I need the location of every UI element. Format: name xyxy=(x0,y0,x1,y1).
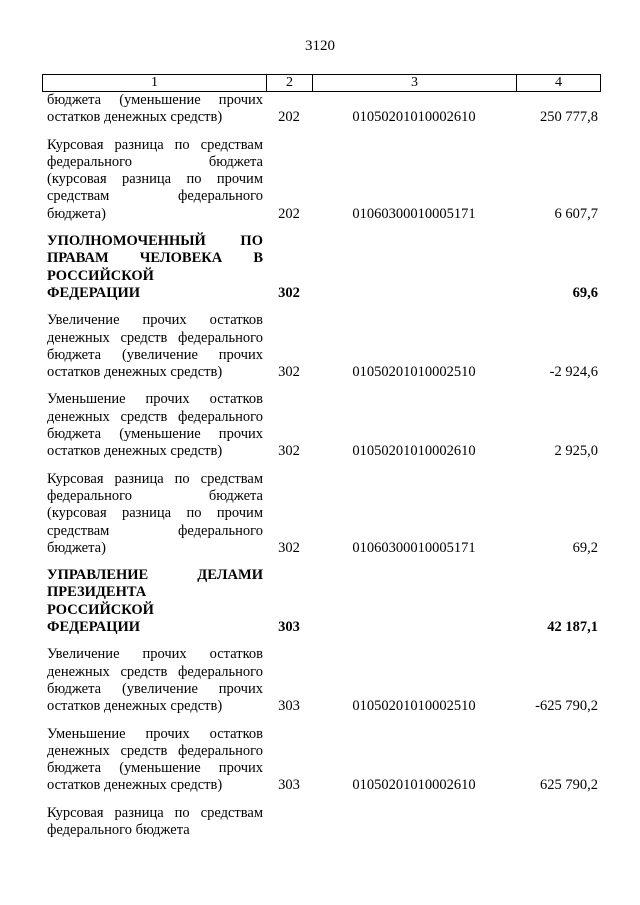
description-line: ФЕДЕРАЦИИ xyxy=(47,619,141,636)
description-line: Увеличение прочих остатков xyxy=(47,312,263,329)
admin-code: 303 xyxy=(278,777,300,794)
description-line: бюджета (увеличение прочих xyxy=(47,346,263,363)
description-line: (курсовая разница по прочим xyxy=(47,505,263,522)
admin-code: 302 xyxy=(278,284,300,301)
description-line: (курсовая разница по прочим xyxy=(47,171,263,188)
row-description xyxy=(42,391,263,460)
description-line: Курсовая разница по средствам xyxy=(47,136,263,153)
amount: 625 790,2 xyxy=(540,777,598,794)
description-line: Увеличение прочих остатков xyxy=(47,646,263,663)
table-row xyxy=(42,646,600,715)
budget-code: 01050201010002610 xyxy=(352,777,476,794)
description-line: остатков денежных средств) xyxy=(47,698,223,715)
description-line: остатков денежных средств) xyxy=(47,443,223,460)
description-line: остатков денежных средств) xyxy=(47,777,223,794)
amount: -2 924,6 xyxy=(549,364,598,381)
admin-code: 303 xyxy=(278,619,300,636)
description-line: средствам федерального xyxy=(47,522,263,539)
header-col-3: 3 xyxy=(313,75,517,92)
budget-code: 01050201010002510 xyxy=(352,698,476,715)
description-line: денежных средств федерального xyxy=(47,663,263,680)
description-line: Уменьшение прочих остатков xyxy=(47,391,263,408)
budget-code: 01050201010002510 xyxy=(352,364,476,381)
table-row xyxy=(42,471,600,557)
amount: 2 925,0 xyxy=(554,443,598,460)
description-line: бюджета) xyxy=(47,539,106,556)
description-line: бюджета (уменьшение прочих xyxy=(47,426,263,443)
table-row xyxy=(42,805,600,840)
description-line: РОССИЙСКОЙ xyxy=(47,601,154,618)
table-row xyxy=(42,726,600,795)
admin-code: 303 xyxy=(278,698,300,715)
description-line: остатков денежных средств) xyxy=(47,109,223,126)
section-header-row xyxy=(42,233,600,302)
amount: 250 777,8 xyxy=(540,109,598,126)
description-line: Курсовая разница по средствам xyxy=(47,470,263,487)
header-col-2: 2 xyxy=(267,75,313,92)
admin-code: 302 xyxy=(278,539,300,556)
row-description xyxy=(42,646,263,715)
description-line: УПОЛНОМОЧЕННЫЙ ПО xyxy=(47,233,263,250)
row-description xyxy=(42,726,263,795)
table-body xyxy=(42,92,600,849)
description-line: федерального бюджета xyxy=(47,153,263,170)
admin-code: 202 xyxy=(278,205,300,222)
row-description xyxy=(42,312,263,381)
row-description xyxy=(42,567,263,636)
row-description xyxy=(42,92,263,127)
table-row xyxy=(42,137,600,223)
description-line: федерального бюджета xyxy=(47,821,190,838)
header-col-4: 4 xyxy=(517,75,601,92)
description-line: РОССИЙСКОЙ xyxy=(47,267,154,284)
description-line: ФЕДЕРАЦИИ xyxy=(47,284,141,301)
budget-code: 01060300010005171 xyxy=(352,539,476,556)
description-line: Курсовая разница по средствам xyxy=(47,804,263,821)
budget-code: 01050201010002610 xyxy=(352,109,476,126)
table-row xyxy=(42,391,600,460)
description-line: УПРАВЛЕНИЕ ДЕЛАМИ xyxy=(47,567,263,584)
section-header-row xyxy=(42,567,600,636)
description-line: бюджета (уменьшение прочих xyxy=(47,92,263,108)
admin-code: 202 xyxy=(278,109,300,126)
description-line: денежных средств федерального xyxy=(47,408,263,425)
amount: 42 187,1 xyxy=(547,619,598,636)
amount: 69,6 xyxy=(572,284,598,301)
amount: 6 607,7 xyxy=(554,205,598,222)
header-col-1: 1 xyxy=(43,75,267,92)
table-header xyxy=(42,74,601,92)
admin-code: 302 xyxy=(278,364,300,381)
page-number: 3120 xyxy=(305,38,335,54)
table-row xyxy=(42,312,600,381)
budget-code: 01050201010002610 xyxy=(352,443,476,460)
description-line: федерального бюджета xyxy=(47,487,263,504)
description-line: средствам федерального xyxy=(47,188,263,205)
description-line: остатков денежных средств) xyxy=(47,364,223,381)
budget-code: 01060300010005171 xyxy=(352,205,476,222)
row-description xyxy=(42,471,263,557)
amount: -625 790,2 xyxy=(535,698,598,715)
row-description xyxy=(42,805,263,840)
row-description xyxy=(42,137,263,223)
description-line: бюджета (уменьшение прочих xyxy=(47,760,263,777)
description-line: денежных средств федерального xyxy=(47,329,263,346)
description-line: бюджета (увеличение прочих xyxy=(47,680,263,697)
table-row xyxy=(42,92,600,127)
description-line: бюджета) xyxy=(47,205,106,222)
admin-code: 302 xyxy=(278,443,300,460)
description-line: денежных средств федерального xyxy=(47,742,263,759)
description-line: Уменьшение прочих остатков xyxy=(47,725,263,742)
description-line: ПРЕЗИДЕНТА xyxy=(47,584,147,601)
amount: 69,2 xyxy=(572,539,598,556)
row-description xyxy=(42,233,263,302)
description-line: ПРАВАМ ЧЕЛОВЕКА В xyxy=(47,250,263,267)
